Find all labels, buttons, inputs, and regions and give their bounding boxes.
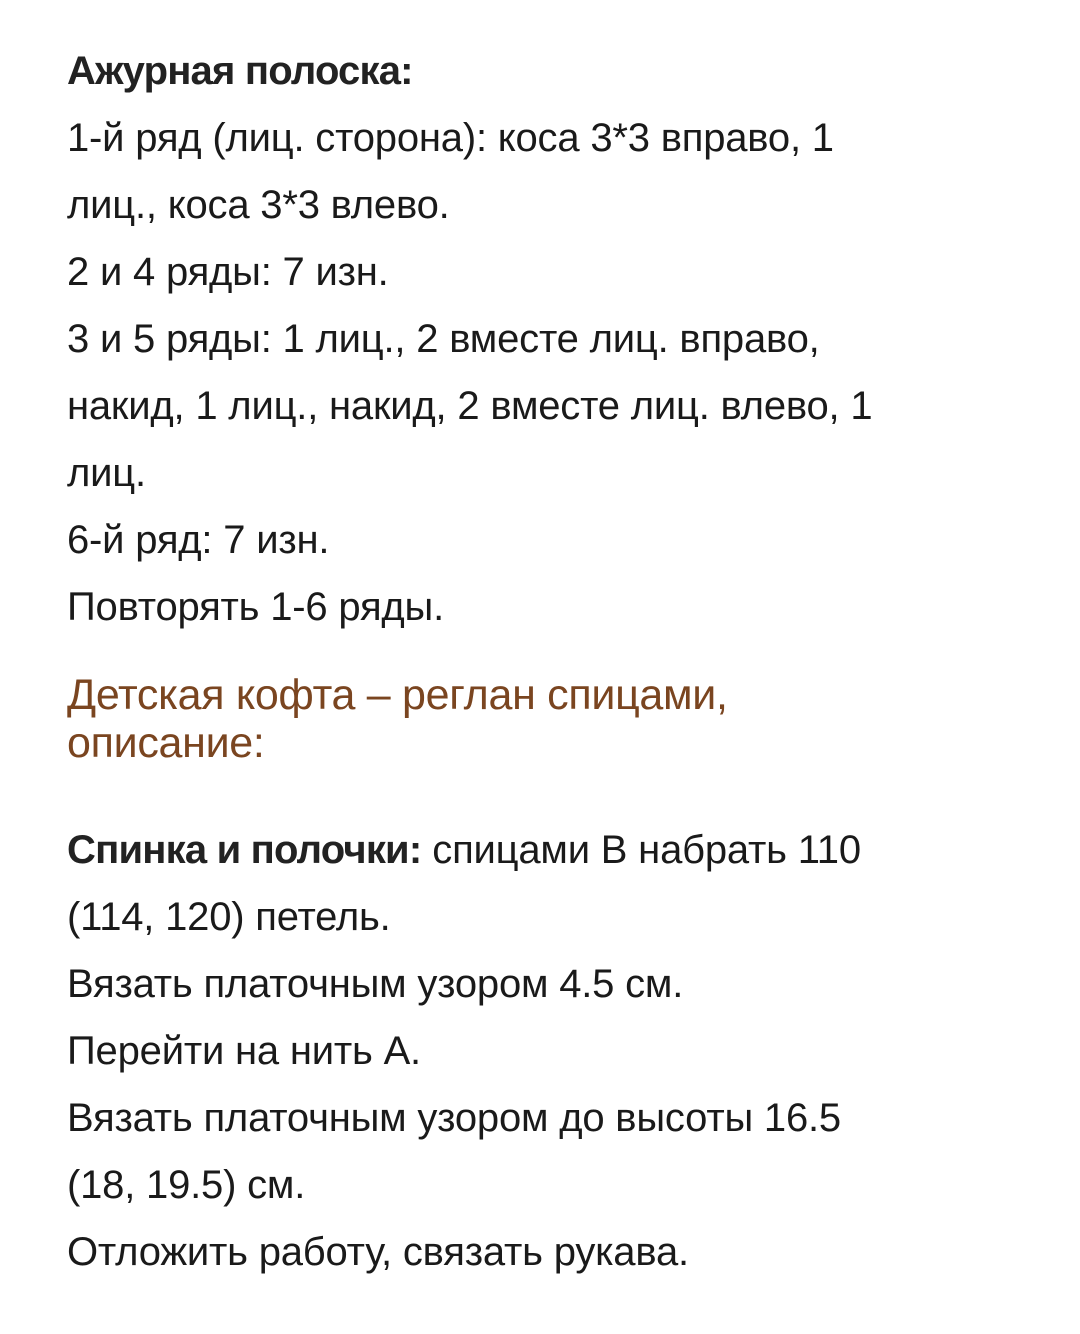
section-title-openwork-stripe: Ажурная полоска: — [67, 49, 413, 93]
text-line: Перейти на нить А. — [67, 1029, 421, 1073]
text-fragment: спицами B набрать 110 — [421, 828, 861, 872]
section-heading — [67, 671, 1027, 767]
text-line: Вязать платочным узором 4.5 см. — [67, 962, 684, 1006]
heading-line: Детская кофта – реглан спицами, — [67, 671, 728, 719]
text-line: Повторять 1-6 ряды. — [67, 585, 445, 629]
text-line: 2 и 4 ряды: 7 изн. — [67, 250, 389, 294]
text-line: 1-й ряд (лиц. сторона): коса 3*3 вправо, 1 — [67, 116, 834, 160]
text-line — [67, 817, 1027, 884]
text-line: Вязать платочным узором до высоты 16.5 — [67, 1096, 841, 1140]
text-line: Отложить работу, связать рукава. — [67, 1230, 689, 1274]
text-line: лиц., коса 3*3 влево. — [67, 183, 450, 227]
back-and-fronts-section — [67, 817, 1027, 1286]
heading-line: описание: — [67, 719, 265, 767]
text-line: накид, 1 лиц., накид, 2 вместе лиц. влево, 1 — [67, 384, 873, 428]
text-line: (18, 19.5) см. — [67, 1163, 306, 1207]
text-line: 3 и 5 ряды: 1 лиц., 2 вместе лиц. вправо, — [67, 317, 820, 361]
text-line: (114, 120) петель. — [67, 895, 391, 939]
text-line: 6-й ряд: 7 изн. — [67, 518, 330, 562]
text-line: лиц. — [67, 451, 146, 495]
article-content — [67, 38, 1027, 1286]
section-label-back-and-fronts: Спинка и полочки: — [67, 828, 422, 872]
